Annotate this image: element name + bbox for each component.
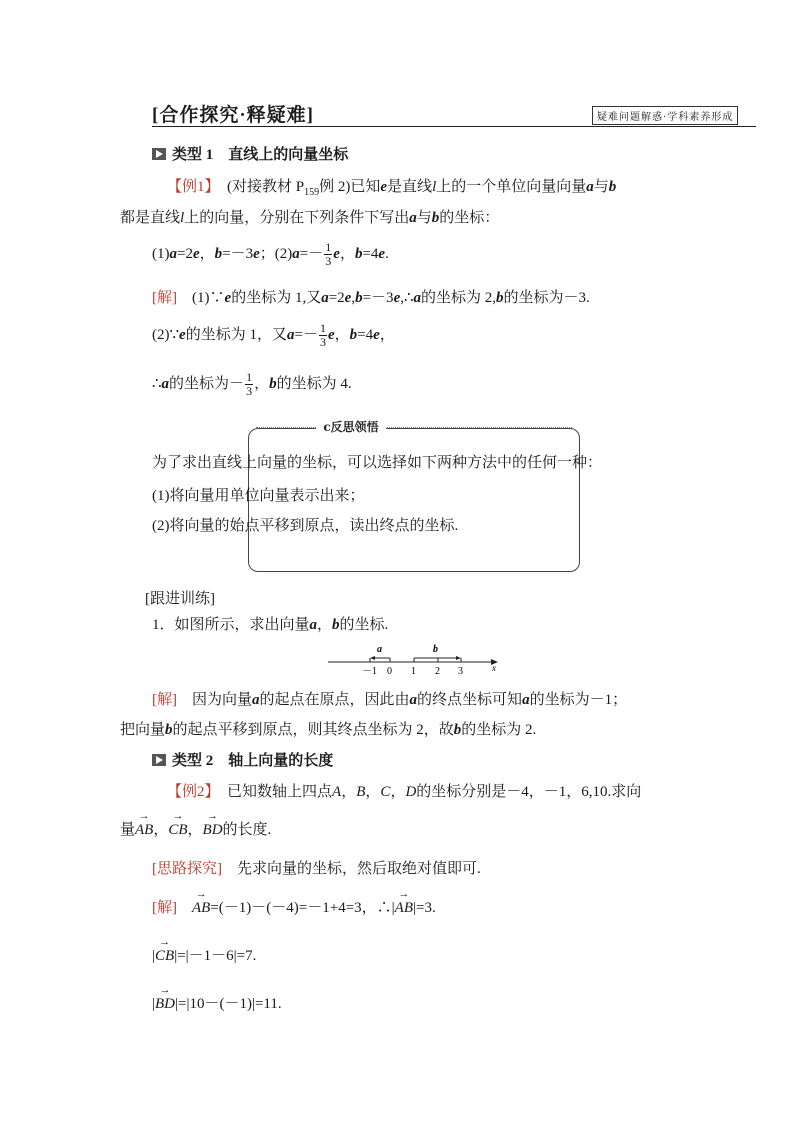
example2-line1: 【例2】 已知数轴上四点A，B，C，D的坐标分别是－4，－1，6,10.求向 [167,784,642,800]
tick-label: 2 [435,666,440,677]
vector-AB: → AB [135,822,153,839]
vector-BD: → BD [203,822,223,839]
tick-label: 0 [387,666,392,677]
solution1-tag: [解] [152,290,177,306]
axis-label-x: x [492,663,496,673]
fraction-one-third: $\frac{1}{3}$ [325,240,332,268]
section-title: [合作探究·释疑难] [152,105,314,126]
hint-tag: [思路探究] [152,861,222,877]
solution3-tag: [解] [152,900,177,916]
type2-label: 类型 2 [172,753,214,769]
practice-question1: 1．如图所示，求出向量a，b的坐标. [152,617,389,633]
number-line-figure [320,640,510,680]
solution3-line1: [解] → AB=(－1)－(－4)=－1+4=3，∴|→ AB|=3. [152,896,436,917]
vector-AB: → AB [192,900,210,917]
vector-b-label: b [433,644,438,655]
header-rule [152,126,756,127]
type2-heading [152,749,333,770]
type1-label: 类型 1 [172,147,214,163]
vector-BD: → BD [155,996,175,1013]
solution1-line1: [解] (1)∵e的坐标为 1,又a=2e,b=－3e,∴a的坐标为 2,b的坐标为－3. [152,290,590,306]
play-triangle-icon [152,754,166,766]
reflection-title: ⅽ反思领悟 [316,418,386,435]
tick-label: －1 [362,666,377,677]
example2-tag: 【例2】 [167,784,213,800]
reflection-line1: 为了求出直线上向量的坐标，可以选择如下两种方法中的任何一种： [152,455,603,471]
example1-line1: 【例1】 (对接教材 $P_{159}$例 2)已知e是直线l上的一个单位向量向量a与b [167,179,617,198]
vector-b-arrow-icon [456,656,461,660]
hint-line: [思路探究] 先求向量的坐标，然后取绝对值即可. [152,861,481,877]
solution3-line3: |→ BD|=|10－(－1)|=11. [152,992,282,1013]
fraction-one-third: $\frac{1}{3}$ [319,321,326,349]
reflection-line3: (2)将向量的始点平移到原点，读出终点的坐标. [152,518,459,534]
fraction-one-third: $\frac{1}{3}$ [246,370,253,398]
solution3-line2: |→ CB|=|－1－6|=7. [152,944,256,965]
type1-title: 直线上的向量坐标 [228,147,349,163]
example1-tag: 【例1】 [167,179,213,195]
solution2-line1: [解] 因为向量a的起点在原点，因此由a的终点坐标可知a的坐标为－1； [152,692,628,708]
example2-line2: 量→ AB，→ CB，→ BD的长度. [120,818,271,839]
solution1-line3: ∴a的坐标为－ $\frac{1}{3}$ ，b的坐标为 4. [152,370,352,398]
solution1-line2: (2)∵e的坐标为 1，又a=－ $\frac{1}{3}$ e，b=4e， [152,321,395,349]
tick-label: 1 [411,666,416,677]
tick-label: 3 [458,666,463,677]
vector-CB: → CB [168,822,187,839]
vector-AB: → AB [395,900,413,917]
reflection-line2: (1)将向量用单位向量表示出来； [152,488,365,504]
vector-a-label: a [377,644,382,655]
solution2-tag: [解] [152,692,177,708]
type1-heading [152,143,348,164]
vector-a-arrow-icon [370,656,375,660]
type2-title: 轴上向量的长度 [228,753,334,769]
play-triangle-icon [152,148,166,160]
example1-line3: (1)a=2e，b=－3e；(2)a=－ $\frac{1}{3}$ e，b=4e. [152,240,389,268]
section-tagline: 疑难问题解惑·学科素养形成 [592,106,738,125]
example1-line2: 都是直线l上的向量，分别在下列条件下写出a与b的坐标： [120,210,500,226]
reflection-dotted-line-left [256,427,316,428]
reflection-dotted-line-right [384,427,572,428]
practice-tag: [跟进训练] [145,591,215,607]
solution2-line2: 把向量b的起点平移到原点，则其终点坐标为 2，故b的坐标为 2. [120,722,537,738]
vector-CB: → CB [155,948,174,965]
